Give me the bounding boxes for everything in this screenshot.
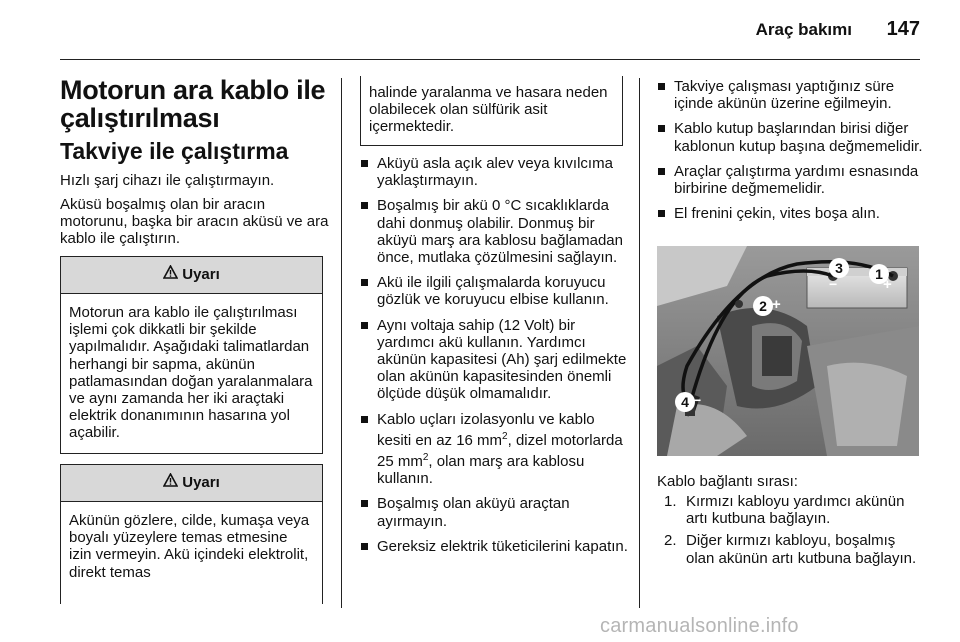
warning-triangle-icon [163,257,178,293]
plus-label: + [772,296,781,313]
warning-title: Uyarı [182,474,220,491]
warning-box [60,256,323,454]
list-item [664,532,920,566]
warning-text: Motorun ara kablo ile çalıştırılması işlemi çok dikkatli bir şekilde yapılmalıdır. Aşağıdaki talimatlardan herhangi bir sapma, akünün patlamasından doğan yaralanmalara ve aynı zamanda her iki araçtaki elektrik donanımının hasarına yol açabilir. [69,304,313,442]
list-item: El frenini çekin, vites boşa alın. [657,205,927,222]
list-item: Boşalmış olan aküyü araçtan ayırmayın. [360,495,630,529]
superscript: 2 [502,430,508,442]
list-item: Gereksiz elektrik tüketicilerini kapatın. [360,538,630,555]
list-item: Aküyü asla açık alev veya kıvılcıma yaklaştırmayın. [360,155,630,189]
callout-2: 2 [753,296,773,316]
list-item: Aynı voltaja sahip (12 Volt) bir yardımcı akü kullanın. Yardımcı akünün kapasitesi (Ah) şarj edilmekte olan akünün kapasitesinden önemli ölçüde düşük olmamalıdır. [360,317,630,403]
warning-title: Uyarı [182,266,220,283]
page-heading: Motorun ara kablo ile çalıştırılması [60,75,326,133]
watermark: carmanualsonline.info [600,615,799,637]
step-number: 2. [664,532,677,550]
page-number: 147 [886,18,920,40]
callout-4: 4 [675,392,695,412]
list-item: Kablo kutup başlarından birisi diğer kablonun kutup başına değmemelidir. [657,120,927,154]
sequence-title: Kablo bağlantı sırası: [657,473,798,490]
warning-box-continued [360,76,623,146]
plus-label: + [883,276,892,293]
minus-label: − [693,392,702,408]
column-divider [341,78,342,608]
step-text: Diğer kırmızı kabloyu, boşalmış olan akünün artı kutbuna bağlayın. [686,532,917,567]
warning-triangle-icon [163,465,178,501]
list-item: Boşalmış bir akü 0 °C sıcaklıklarda dahi donmuş olabilir. Donmuş bir aküyü marş ara kablosu bağlamadan önce, mutlaka çözülmesini sağlayın. [360,197,630,266]
step-text: Kırmızı kabloyu yardımcı akünün artı kutbuna bağlayın. [686,493,905,528]
minus-label: − [829,276,838,292]
warning-header [61,257,322,294]
cable-text-3: , olan marş ara kablosu kullanın. [377,453,585,488]
superscript: 2 [422,452,429,464]
list-item [360,411,630,488]
cable-text-2: , dizel motorlarda 25 mm [377,431,623,471]
list-item [664,493,920,527]
precaution-list [360,155,630,563]
warning-box [60,464,323,604]
precaution-list [657,78,927,230]
paragraph: Hızlı şarj cihazı ile çalıştırmayın. [60,172,275,189]
callout-1: 1 [869,264,889,284]
subheading: Takviye ile çalıştırma [60,138,289,164]
step-number: 1. [664,493,677,510]
engine-bay-photo [657,246,919,456]
section-title: Araç bakımı [755,20,852,39]
list-item: Akü ile ilgili çalışmalarda koruyucu gözlük ve koruyucu elbise kullanın. [360,274,630,308]
callout-3: 3 [829,258,849,278]
paragraph: Aküsü boşalmış olan bir aracın motorunu, başka bir aracın aküsü ve ara kablo ile çalıştırın. [60,196,329,248]
list-item: Takviye çalışması yaptığınız süre içinde akünün üzerine eğilmeyin. [657,78,927,112]
warning-header [61,465,322,502]
steps-list [664,493,920,572]
column-divider [639,78,640,608]
warning-text: halinde yaralanma ve hasara neden olabilecek olan sülfürik asit içermektedir. [369,84,608,136]
warning-text: Akünün gözlere, cilde, kumaşa veya boyalı yüzeylere temas etmesine izin vermeyin. Akü içindeki elektrolit, direkt temas [69,512,310,581]
cable-text-1: Kablo uçları izolasyonlu ve kablo kesiti en az 16 mm [377,410,595,449]
header-rule [60,59,920,60]
list-item: Araçlar çalıştırma yardımı esnasında birbirine değmemelidir. [657,163,927,197]
